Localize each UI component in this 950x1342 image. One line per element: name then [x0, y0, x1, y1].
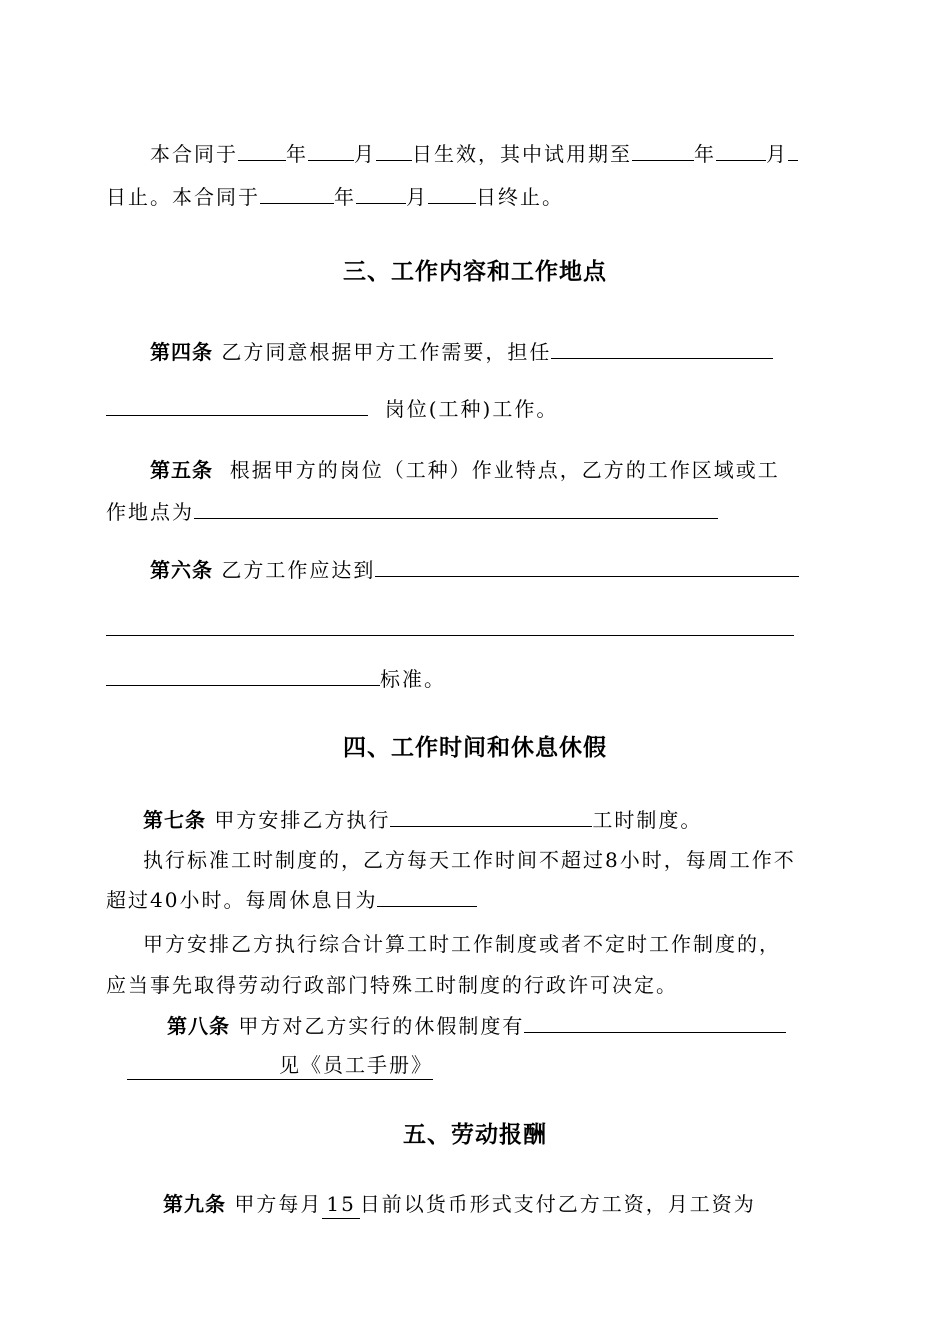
text: 工时制度。 — [592, 808, 703, 832]
section-5-title: 五、劳动报酬 — [403, 1122, 547, 1148]
text: 甲方对乙方实行的休假制度有 — [238, 1014, 525, 1038]
text: 年 — [286, 142, 308, 166]
blank-standard-cont[interactable] — [106, 665, 380, 686]
article-label: 第四条 — [150, 340, 213, 364]
standard-hours-line-2 — [106, 886, 477, 914]
article-label: 第六条 — [150, 558, 213, 582]
text: 月 — [354, 142, 376, 166]
text: 月 — [766, 142, 788, 166]
article-9-line — [163, 1190, 756, 1219]
article-label: 第九条 — [163, 1192, 226, 1216]
article-6-line-1 — [150, 556, 799, 584]
text: 月 — [406, 185, 428, 209]
blank-year[interactable] — [238, 140, 286, 161]
text: 岗位(工种)工作。 — [384, 397, 559, 421]
effective-date-line-1 — [150, 140, 798, 168]
article-label: 第五条 — [150, 458, 213, 482]
text: 作地点为 — [106, 500, 194, 524]
article-7-line — [143, 806, 702, 834]
blank-probation-day[interactable] — [788, 140, 798, 161]
blank-day[interactable] — [376, 140, 412, 161]
text: 日终止。 — [476, 185, 564, 209]
blank-standard[interactable] — [375, 556, 799, 577]
comprehensive-hours-line-2: 应当事先取得劳动行政部门特殊工时制度的行政许可决定。 — [106, 973, 678, 997]
effective-date-line-2 — [106, 183, 564, 211]
text: 15 — [326, 1192, 356, 1216]
blank-probation-month[interactable] — [716, 140, 766, 161]
text: 年 — [694, 142, 716, 166]
blank-leave-system[interactable] — [524, 1012, 786, 1033]
article-5-line-2 — [106, 498, 718, 526]
blank-position[interactable] — [551, 338, 773, 359]
pay-day-value — [322, 1190, 359, 1219]
blank-end-day[interactable] — [428, 183, 476, 204]
text: 日前以货币形式支付乙方工资，月工资为 — [359, 1192, 756, 1216]
text: 年 — [334, 185, 356, 209]
blank-probation-year[interactable] — [632, 140, 694, 161]
text: 见《员工手册》 — [279, 1053, 433, 1077]
text: 乙方工作应达到 — [221, 558, 376, 582]
text: 超过40小时。每周休息日为 — [106, 888, 378, 912]
text: 日生效，其中试用期至 — [412, 142, 632, 166]
article-8-line-2 — [127, 1051, 433, 1080]
text: 标准。 — [380, 667, 446, 691]
text: 甲方安排乙方执行 — [214, 808, 391, 832]
article-6-line-3 — [106, 665, 446, 693]
article-5-line-1 — [150, 456, 780, 484]
standard-hours-line-1: 执行标准工时制度的，乙方每天工作时间不超过8小时，每周工作不 — [143, 848, 796, 872]
blank-rest-day[interactable] — [377, 886, 477, 907]
text: 本合同于 — [150, 142, 238, 166]
blank-end-year[interactable] — [260, 183, 334, 204]
blank-standard-line-2[interactable] — [106, 635, 794, 636]
article-label: 第八条 — [167, 1014, 230, 1038]
blank-working-hours-system[interactable] — [390, 806, 592, 827]
blank-position-cont[interactable] — [106, 395, 368, 416]
text: 甲方每月 — [234, 1192, 323, 1216]
text: 乙方同意根据甲方工作需要，担任 — [221, 340, 552, 364]
text: 日止。本合同于 — [106, 185, 260, 209]
article-8-line-1 — [167, 1012, 786, 1040]
section-4-title: 四、工作时间和休息休假 — [343, 735, 607, 761]
comprehensive-hours-line-1: 甲方安排乙方执行综合计算工时工作制度或者不定时工作制度的， — [143, 932, 781, 956]
section-3-title: 三、工作内容和工作地点 — [343, 259, 607, 285]
blank-work-location[interactable] — [194, 498, 718, 519]
blank-month[interactable] — [308, 140, 354, 161]
leave-system-value — [127, 1051, 433, 1080]
article-4-line-2 — [106, 395, 558, 423]
article-4-line-1 — [150, 338, 773, 366]
text: 根据甲方的岗位（工种）作业特点，乙方的工作区域或工 — [229, 458, 780, 482]
blank-end-month[interactable] — [356, 183, 406, 204]
article-label: 第七条 — [143, 808, 206, 832]
